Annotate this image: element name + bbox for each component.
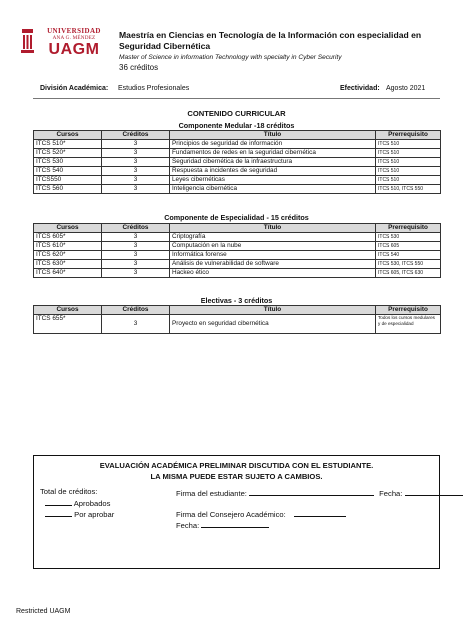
student-date-field[interactable] <box>405 487 463 496</box>
table-row <box>34 233 441 242</box>
division-value: Estudios Profesionales <box>118 85 190 92</box>
student-signature-label: Firma del estudiante: <box>176 489 247 498</box>
course-prereq: ITCS 510 <box>376 176 441 185</box>
col-credits: Créditos <box>102 224 170 233</box>
course-code: ITCS550 <box>34 176 102 185</box>
table-row <box>34 251 441 260</box>
course-title: Informática forense <box>170 251 376 260</box>
course-prereq: ITCS 510 <box>376 158 441 167</box>
col-credits: Créditos <box>102 131 170 140</box>
table-header-row <box>34 224 441 233</box>
section-title: Electivas - 3 créditos <box>200 296 273 305</box>
table-header-row <box>34 306 441 315</box>
table-header-row <box>34 131 441 140</box>
course-prereq: ITCS 530, ITCS 550 <box>376 260 441 269</box>
col-course: Cursos <box>34 131 102 140</box>
course-credits: 3 <box>102 176 170 185</box>
course-title: Respuesta a incidentes de seguridad <box>170 167 376 176</box>
col-credits: Créditos <box>102 306 170 315</box>
student-signature-field[interactable] <box>249 487 374 496</box>
program-credits: 36 créditos <box>119 63 159 72</box>
course-credits: 3 <box>102 140 170 149</box>
col-title: Título <box>170 306 376 315</box>
footer-label: Restricted UAGM <box>16 608 71 615</box>
course-credits: 3 <box>102 233 170 242</box>
curriculum-title: CONTENIDO CURRICULAR <box>187 109 286 118</box>
effective-label: Efectividad: <box>340 85 380 92</box>
evaluation-title-line-2: LA MISMA PUEDE ESTAR SUJETO A CAMBIOS. <box>150 472 323 481</box>
course-credits: 3 <box>102 242 170 251</box>
course-title: Computación en la nube <box>170 242 376 251</box>
course-prereq: ITCS 540 <box>376 251 441 260</box>
evaluation-title <box>33 460 440 482</box>
approved-blank[interactable] <box>45 497 72 506</box>
logo-line-3: UAGM <box>48 41 100 58</box>
col-title: Título <box>170 131 376 140</box>
course-code: ITCS 605* <box>34 233 102 242</box>
pending-blank[interactable] <box>45 508 72 517</box>
course-code: ITCS 630* <box>34 260 102 269</box>
table-row <box>34 140 441 149</box>
course-title: Inteligencia cibernética <box>170 185 376 194</box>
course-code: ITCS 640* <box>34 269 102 278</box>
course-prereq: ITCS 510 <box>376 149 441 158</box>
course-title: Criptografía <box>170 233 376 242</box>
course-credits: 3 <box>102 158 170 167</box>
council-date-field[interactable] <box>201 519 269 528</box>
table-row <box>34 269 441 278</box>
logo-line-1: UNIVERSIDAD <box>47 27 101 35</box>
course-code: ITCS 530 <box>34 158 102 167</box>
header-divider <box>33 98 440 99</box>
table-row <box>34 315 441 334</box>
table-row <box>34 158 441 167</box>
course-prereq: ITCS 530 <box>376 233 441 242</box>
evaluation-title-line-1: EVALUACIÓN ACADÉMICA PRELIMINAR DISCUTIDA CON EL ESTUDIANTE. <box>99 461 374 470</box>
table-row <box>34 260 441 269</box>
program-title: Maestría en Ciencias en Tecnología de la Información con especialidad en Seguridad Cibernética <box>119 30 422 51</box>
course-code: ITCS 560 <box>34 185 102 194</box>
course-prereq: ITCS 605 <box>376 242 441 251</box>
division-label: División Académica: <box>40 85 109 92</box>
course-table <box>33 130 441 194</box>
course-title: Fundamentos de redes en la seguridad cibernética <box>170 149 376 158</box>
student-signature-row <box>176 487 463 499</box>
student-date-label: Fecha: <box>379 489 403 498</box>
course-credits: 3 <box>102 315 170 334</box>
col-course: Cursos <box>34 224 102 233</box>
section-title: Componente de Especialidad - 15 créditos <box>164 213 309 222</box>
col-prereq: Prerrequisito <box>376 131 441 140</box>
col-prereq: Prerrequisito <box>376 224 441 233</box>
course-code: ITCS 540 <box>34 167 102 176</box>
council-signature-label: Firma del Consejero Académico: <box>176 510 286 519</box>
course-code: ITCS 620* <box>34 251 102 260</box>
col-prereq: Prerrequisito <box>376 306 441 315</box>
university-logo <box>37 27 111 58</box>
course-credits: 3 <box>102 269 170 278</box>
course-prereq: ITCS 510 <box>376 167 441 176</box>
table-row <box>34 242 441 251</box>
course-code: ITCS 510* <box>34 140 102 149</box>
logo-line-2: ANA G. MÉNDEZ <box>52 35 96 41</box>
course-code: ITCS 610* <box>34 242 102 251</box>
table-row <box>34 149 441 158</box>
course-prereq: Todos los cursos medulares y de especialidad <box>376 315 441 334</box>
course-prereq: ITCS 605, ITCS 630 <box>376 269 441 278</box>
table-row <box>34 176 441 185</box>
course-title: Principios de seguridad de información <box>170 140 376 149</box>
course-title: Análisis de vulnerabilidad de software <box>170 260 376 269</box>
course-credits: 3 <box>102 149 170 158</box>
pending-row <box>45 508 114 520</box>
col-title: Título <box>170 224 376 233</box>
pending-label: Por aprobar <box>74 510 115 519</box>
course-credits: 3 <box>102 251 170 260</box>
council-signature-field[interactable] <box>294 508 346 517</box>
course-credits: 3 <box>102 260 170 269</box>
course-prereq: ITCS 510 <box>376 140 441 149</box>
table-row <box>34 167 441 176</box>
table-row <box>34 185 441 194</box>
total-credits-label: Total de créditos: <box>40 487 98 496</box>
col-course: Cursos <box>34 306 102 315</box>
meta-row <box>40 85 436 97</box>
course-table <box>33 305 441 334</box>
course-prereq: ITCS 510, ITCS 550 <box>376 185 441 194</box>
university-seal-icon <box>20 28 35 56</box>
course-credits: 3 <box>102 167 170 176</box>
program-subtitle: Master of Science in information Technology with specialty in Cyber Security <box>119 54 342 61</box>
effective-value: Agosto 2021 <box>386 85 426 92</box>
approved-label: Aprobados <box>73 499 111 508</box>
council-date-row <box>176 519 269 531</box>
course-title: Leyes cibernéticas <box>170 176 376 185</box>
course-title: Seguridad cibernética de la infraestructura <box>170 158 376 167</box>
course-title: Hackeo ético <box>170 269 376 278</box>
course-code: ITCS 520* <box>34 149 102 158</box>
council-date-label: Fecha: <box>176 521 200 530</box>
section-title: Componente Medular -18 créditos <box>178 121 295 130</box>
course-credits: 3 <box>102 185 170 194</box>
course-table <box>33 223 441 278</box>
course-title: Proyecto en seguridad cibernética <box>170 315 376 334</box>
course-code: ITCS 655* <box>34 315 102 334</box>
